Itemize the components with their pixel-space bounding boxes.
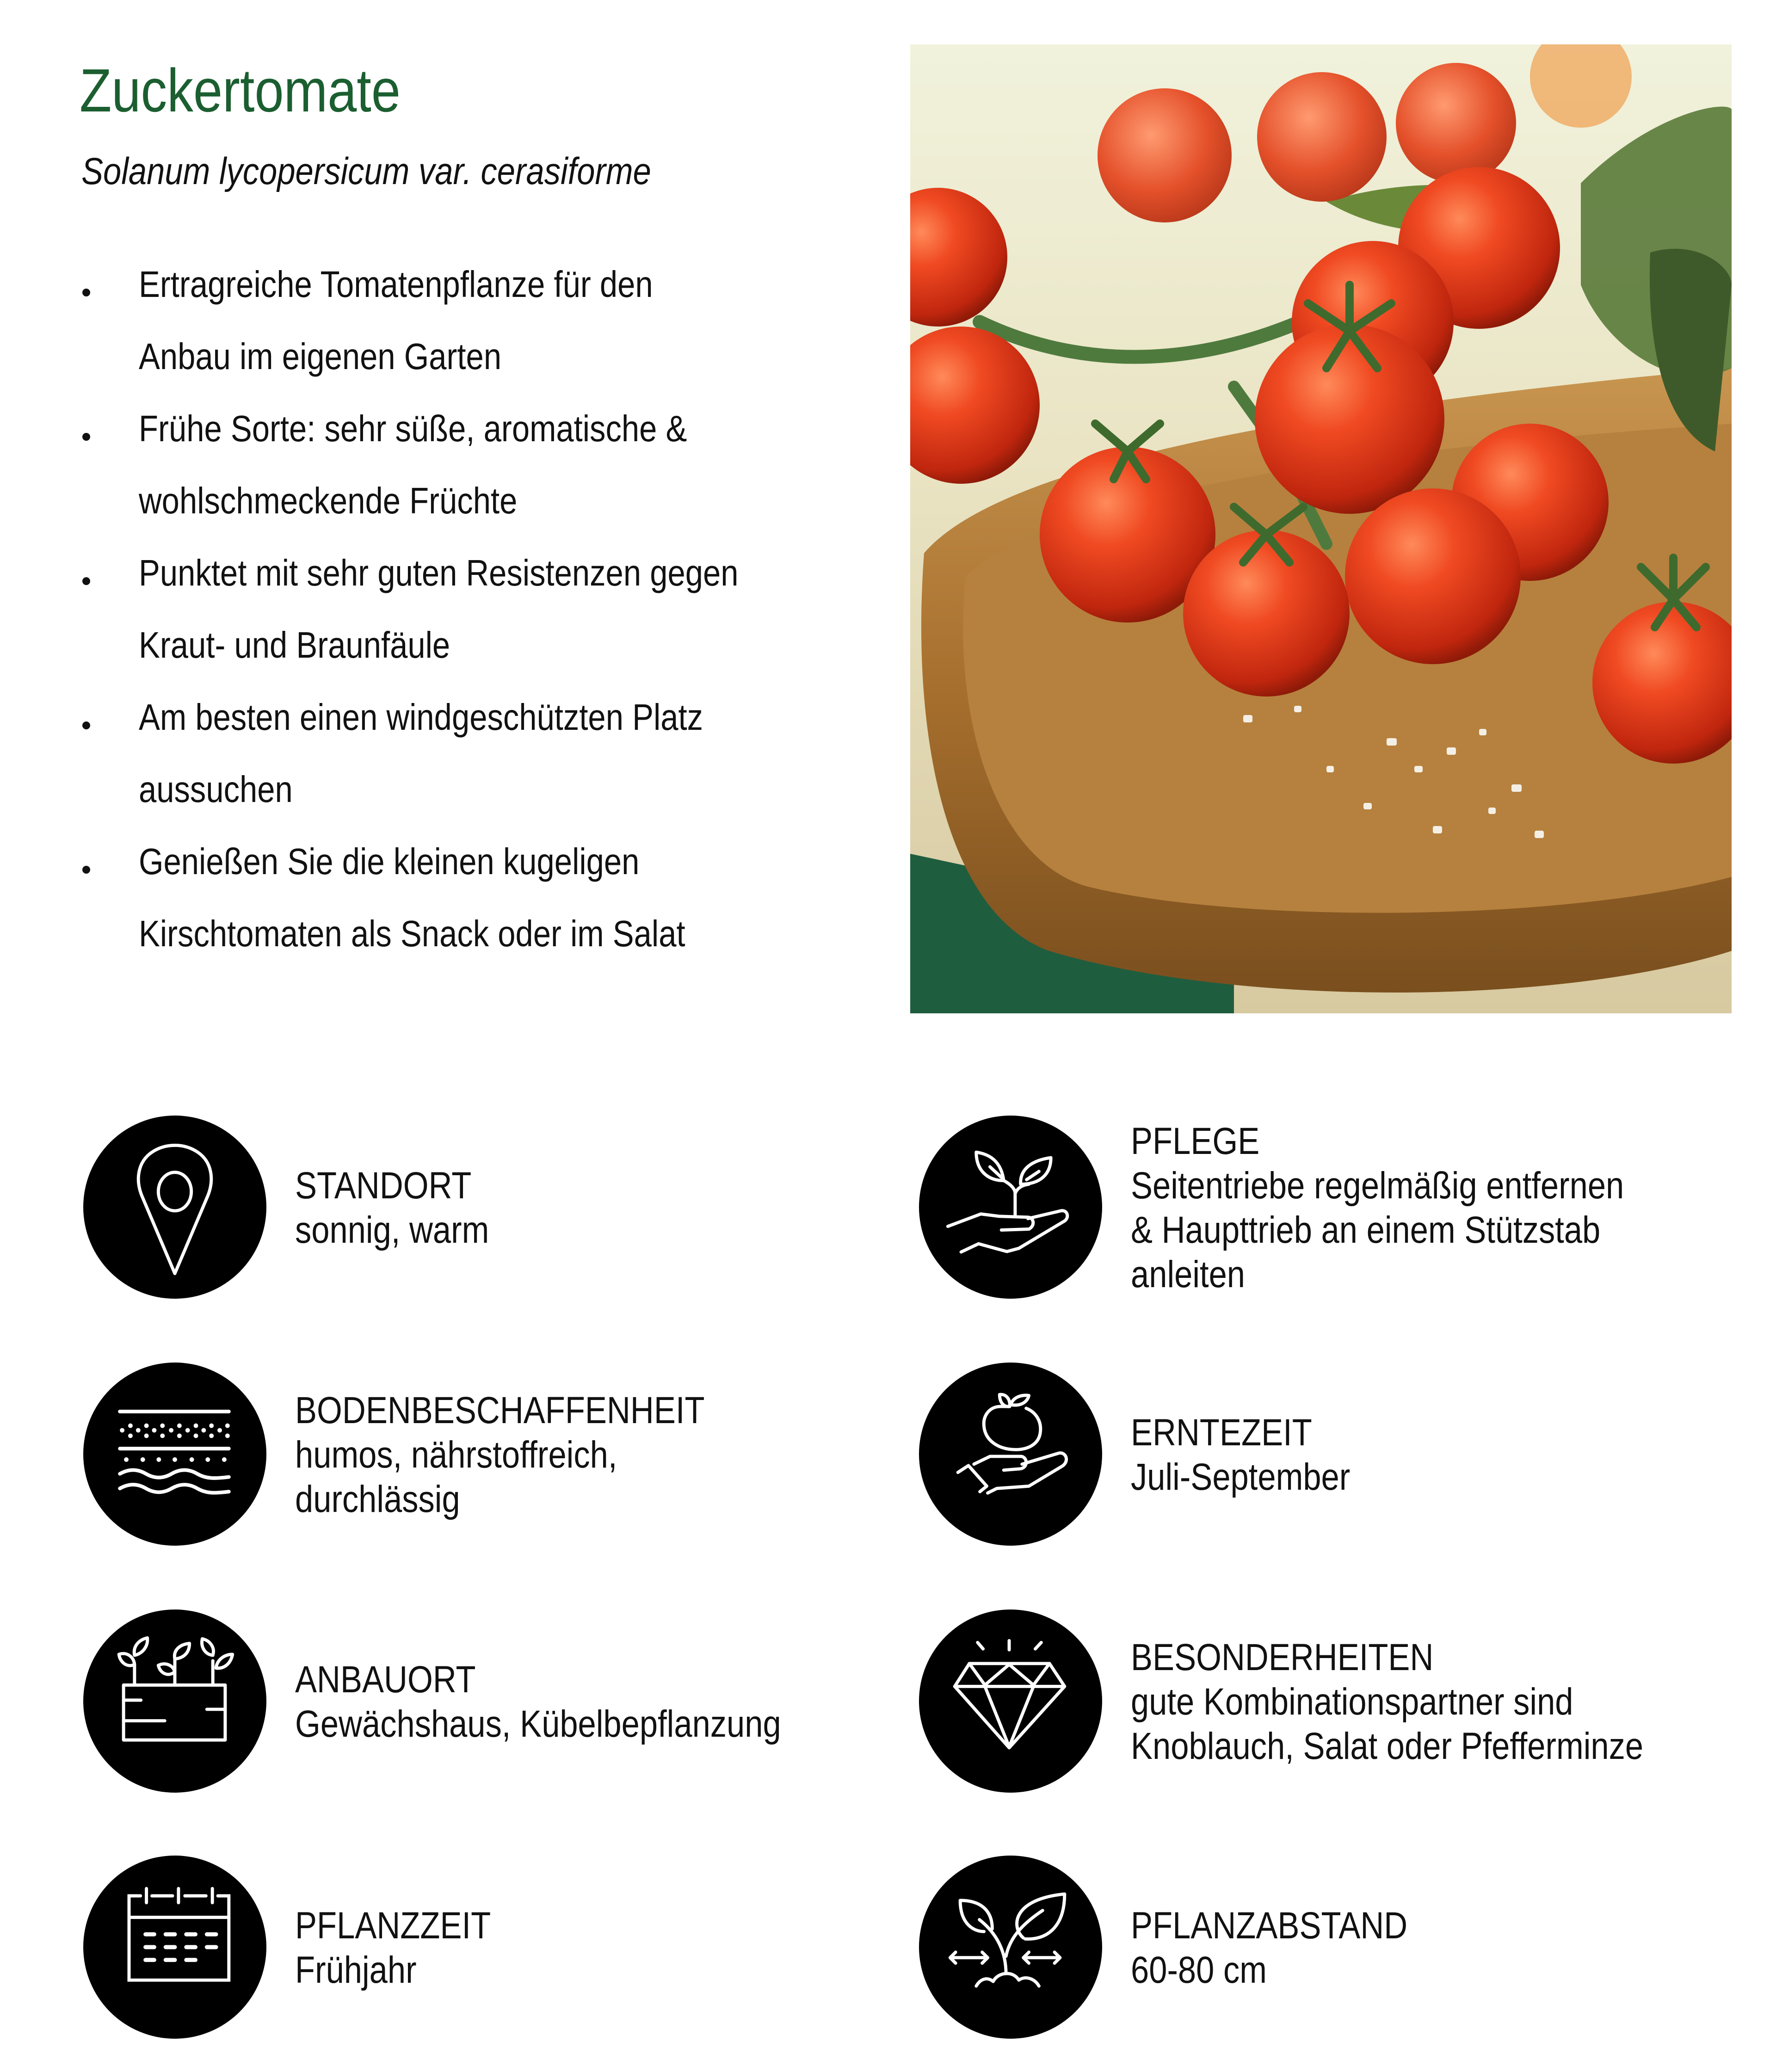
feature-heading: PFLEGE [1131, 1120, 1260, 1162]
bullet-line: Ertragreiche Tomatenpflanze für den [139, 264, 653, 305]
hand-fruit-icon [919, 1363, 1102, 1546]
feature-text [1131, 1635, 1727, 1769]
bullet-line: Am besten einen windgeschützten Platz [139, 697, 703, 738]
feature-value: Seitentriebe regelmäßig entfernen [1131, 1165, 1624, 1207]
feature-pflanzabstand [919, 1856, 1751, 2041]
bullet-dot [82, 433, 90, 441]
feature-pflege [919, 1116, 1751, 1301]
product-title-text: Zuckertomate [80, 56, 401, 124]
product-title [80, 56, 453, 124]
bullet-line: Kirschtomaten als Snack oder im Salat [139, 913, 685, 954]
feature-text [295, 1388, 771, 1522]
hand-seedling-icon [919, 1116, 1102, 1299]
feature-anbauort [83, 1610, 916, 1794]
bullet-line: Genießen Sie die kleinen kugeligen [139, 841, 640, 882]
feature-heading: PFLANZZEIT [295, 1905, 491, 1947]
bullet-dot [82, 289, 90, 296]
planter-box-icon [83, 1610, 266, 1793]
feature-bodenbeschaffenheit [83, 1363, 916, 1548]
feature-heading: BODENBESCHAFFENHEIT [295, 1389, 705, 1431]
bullet-line: wohlschmeckende Früchte [139, 480, 518, 521]
feature-text [295, 1164, 521, 1252]
feature-heading: PFLANZABSTAND [1131, 1905, 1408, 1947]
feature-heading: ERNTEZEIT [1131, 1412, 1312, 1454]
bullet-line: Kraut- und Braunfäule [139, 624, 450, 666]
location-pin-icon [83, 1116, 266, 1299]
botanical-name-text: Solanum lycopersicum var. cerasiforme [81, 150, 651, 192]
feature-heading: STANDORT [295, 1165, 472, 1207]
bullet-dot [82, 577, 90, 585]
bullet-line: Punktet mit sehr guten Resistenzen gegen [139, 552, 739, 593]
feature-value: durchlässig [295, 1478, 460, 1520]
calendar-icon [83, 1856, 266, 2039]
bullet-dot [82, 866, 90, 874]
feature-value: Juli-September [1131, 1456, 1350, 1498]
bullet-dot [82, 722, 90, 729]
bullet-line: Anbau im eigenen Garten [139, 336, 502, 377]
feature-value: Gewächshaus, Kübelbepflanzung [295, 1703, 781, 1745]
soil-layers-icon [83, 1363, 266, 1546]
feature-value: gute Kombinationspartner sind [1131, 1681, 1573, 1723]
feature-heading: ANBAUORT [295, 1659, 476, 1701]
feature-value: sonnig, warm [295, 1209, 489, 1251]
bullet-line: Frühe Sorte: sehr süße, aromatische & [139, 408, 687, 449]
feature-text [1131, 1119, 1704, 1297]
feature-text [295, 1904, 523, 1992]
feature-text [1131, 1411, 1386, 1499]
diamond-icon [919, 1610, 1102, 1793]
feature-text [1131, 1904, 1453, 1992]
feature-heading: BESONDERHEITEN [1131, 1636, 1434, 1678]
product-photo [910, 44, 1732, 1013]
feature-standort [83, 1116, 916, 1301]
bullet-line: aussuchen [139, 769, 293, 810]
feature-value: Frühjahr [295, 1949, 417, 1991]
feature-value: & Haupttrieb an einem Stützstab [1131, 1209, 1601, 1251]
feature-erntezeit [919, 1363, 1751, 1548]
plant-spacing-icon [919, 1856, 1102, 2039]
feature-pflanzzeit [83, 1856, 916, 2041]
feature-text [295, 1658, 860, 1746]
feature-value: humos, nährstoffreich, [295, 1434, 617, 1476]
feature-besonderheiten [919, 1610, 1751, 1794]
feature-value: 60-80 cm [1131, 1949, 1267, 1991]
feature-value: anleiten [1131, 1253, 1246, 1295]
feature-value: Knoblauch, Salat oder Pfefferminze [1131, 1725, 1644, 1767]
botanical-name [81, 150, 744, 192]
